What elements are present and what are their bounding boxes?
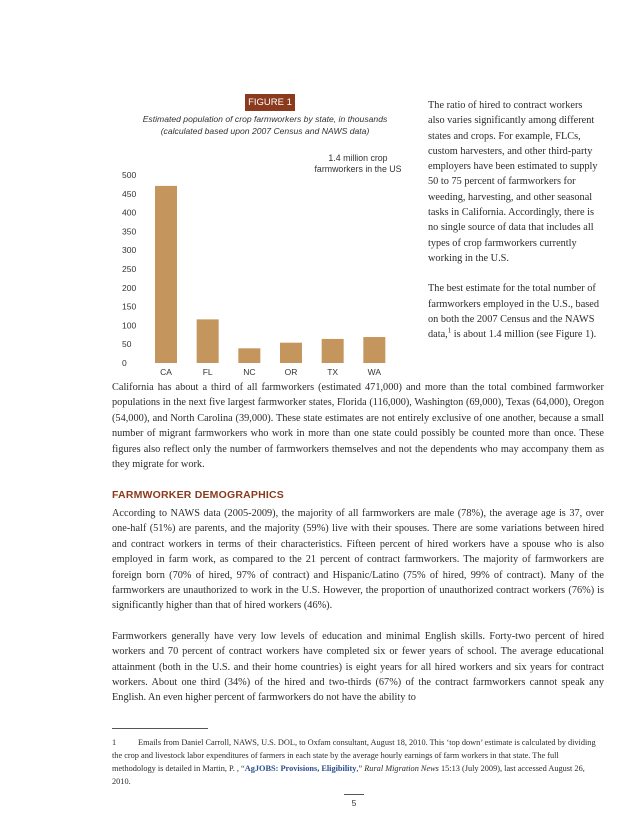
chart-annotation-line2: farmworkers in the US [314,164,402,174]
bar-nc [238,348,260,363]
footnote-number: 1 [112,738,117,747]
x-tick-label: NC [243,367,256,377]
y-tick-label: 100 [122,320,137,331]
figure-caption [120,113,410,137]
y-tick-label: 400 [122,207,137,218]
x-tick-label: WA [367,367,382,377]
figure-caption-line1: Estimated population of crop farmworkers by state, in thousands [142,114,388,124]
sidebar-paragraph-2 [428,281,600,342]
y-tick-label: 250 [122,264,137,274]
footnote-link[interactable]: AgJOBS: Provisions, Eligibility [244,764,357,773]
farmworker-bar-chart [112,160,412,382]
bar-ca [155,186,177,363]
bar-wa [363,337,385,363]
y-tick-label: 500 [122,170,137,180]
page-number-rule [344,794,364,795]
bar-fl [197,319,219,363]
page-number: 5 [351,798,357,808]
x-tick-label: FL [202,367,213,377]
sidebar-paragraph-1: The ratio of hired to contract workers also varies significantly among different states and crops. For example, FLCs, custom harvesters, and other third-party employers have been estimated to supply 50 to 75 percent of farmworkers for weeding, harvesting, and other seasonal tasks in California. Accordingly, there is no single source of data that includes all types of crop farmworkers currently working in the U.S. [428,100,598,264]
body-paragraph-3: Farmworkers generally have very low levels of education and minimal English skills. Forty-two percent of hired workers and 70 percent of contract workers have completed six or fewer years of school. The average educational attainment (both in the U.S. and their home countries) is eight years for all hired workers and six years for contract workers. About one third (34%) of the hired and two-thirds (67%) of the contract farmworkers cannot speak any English. An even higher percent of farmworkers do not have the ability to [112,630,604,704]
body-paragraphs-2-3 [112,506,604,706]
footnote-journal: Rural Migration News [364,764,439,773]
figure-badge: FIGURE 1 [245,94,295,111]
body-paragraph-2: According to NAWS data (2005-2009), the majority of all farmworkers are male (78%), the average age is 37, over one-half (51%) are parents, and the majority (59%) live with their spouses. There are some variations between hired and contract workers in terms of their characteristics. Fifteen percent of hired workers have a spouse who is also employed in farm work, as compared to the 21 percent of contract farmworkers. The majority of farmworkers are foreign born (70% of hired, 97% of contract) and Hispanic/Latino (75% of hired, 99% of contract). Many of the farmworkers are unauthorized to work in the U.S. However, the proportion of unauthorized contract workers (76%) is significantly higher than that of hired workers (46%). [112,508,604,612]
chart-annotation-line1: 1.4 million crop [328,153,388,163]
y-tick-label: 350 [122,226,137,237]
footnote-text-mid: ,” [356,764,365,773]
bar-tx [322,339,344,363]
sidebar-paragraph-2-end: is about 1.4 million (see Figure 1). [451,329,597,341]
x-tick-label: TX [327,367,339,377]
y-tick-label: 0 [122,358,127,368]
y-tick-label: 450 [122,188,137,199]
footnote-divider [112,728,208,729]
figure-caption-line2: (calculated based upon 2007 Census and NAWS data) [160,126,370,136]
y-tick-label: 200 [122,282,137,293]
x-tick-label: CA [160,367,172,377]
footnote-text-end: 15:13 (July 2009), last accessed August 26, 2010. [112,764,585,786]
body-paragraph-1-text: California has about a third of all farmworkers (estimated 471,000) and more than the total combined farmworker populations in the next five largest farmworker states, Florida (116,000), Washington (69,000), Texas (64,000), Oregon (54,000), and North Carolina (39,000). These state estimates are not entirely exclusive of one another, because a small number of migrant farmworkers who work in more than one state could possibly be counted more than once. These figures also reflect only the number of farmworkers themselves and not the dependents who may accompany them as they migrate for work. [112,382,604,471]
footnote-text: Emails from Daniel Carroll, NAWS, U.S. DOL, to Oxfam consultant, August 18, 2010. This ‘top down’ estimate is calculated by dividing the crop and livestock labor expenditures of farmers in each state by the average hourly earnings of farm workers in that state. The full methodology is detailed in Martin, P. , “ [112,738,596,773]
section-heading: FARMWORKER DEMOGRAPHICS [112,489,285,501]
sidebar-paragraph-2-text: The best estimate for the total number of farmworkers employed in the U.S., based on both the 2007 Census and the NAWS data, [428,283,599,341]
footnote [112,736,604,788]
body-paragraph-1 [112,380,604,472]
bar-or [280,343,302,363]
y-tick-label: 50 [122,339,132,350]
footnote-ref: 1 [447,326,452,335]
y-tick-label: 150 [122,301,137,312]
sidebar-text [428,98,600,342]
y-tick-label: 300 [122,245,137,256]
x-tick-label: OR [284,367,298,377]
